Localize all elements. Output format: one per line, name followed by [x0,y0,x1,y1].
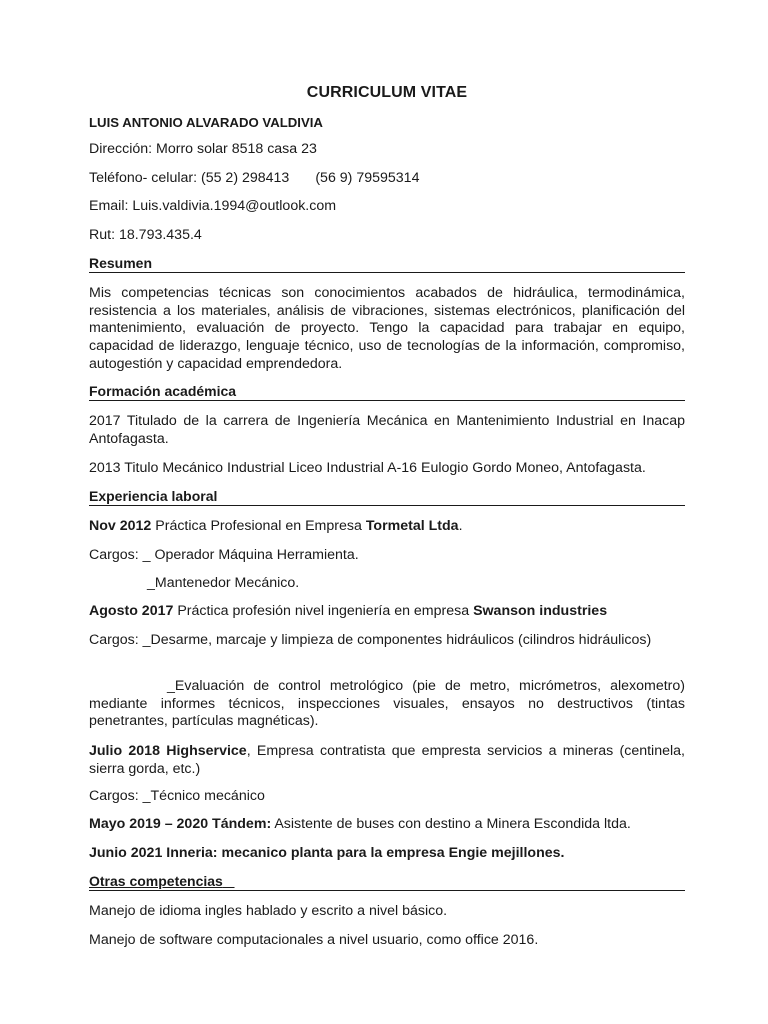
job-description: , Empresa contratista que empresta servicios a mineras (centinela, sierra gorda, etc.) [89,743,685,777]
rut-line: Rut: 18.793.435.4 [89,227,202,243]
job-date: Nov 2012 [89,518,152,534]
summary-paragraph: Mis competencias técnicas son conocimientos acabados de hidráulica, termodinámica, resistencia a los materiales, análisis de vibraciones, sistemas electrónicos, planificación del mantenimiento, evaluación de proyecto. Tengo la capacidad para trabajar en equipo, capacidad de liderazgo, lenguaje técnico, uso de tecnologías de la información, compromiso, autogestión y capacidad emprendedora. [89,285,685,372]
section-heading-education: Formación académica [89,383,685,401]
email-line: Email: Luis.valdivia.1994@outlook.com [89,198,337,214]
education-item: 2017 Titulado de la carrera de Ingeniería Mecánica en Mantenimiento Industrial en Inacap Antofagasta. [89,413,685,447]
other-skill-item: Manejo de idioma ingles hablado y escrito a nivel básico. [89,903,448,919]
job-cargos: Cargos: _ Operador Máquina Herramienta. [89,547,359,563]
job-description: Práctica profesión nivel ingeniería en empresa [173,603,474,619]
job-entry-swanson [89,603,607,619]
job-description: Práctica Profesional en Empresa [151,518,366,534]
job-cargos: Cargos: _Técnico mecánico [89,788,265,804]
job-entry-highservice [89,743,685,778]
job-entry-tandem [89,816,631,832]
job-entry-inneria: Junio 2021 Inneria: mecanico planta para la empresa Engie mejillones. [89,845,565,861]
job-entry-tormetal [89,518,463,534]
section-heading-summary: Resumen [89,255,685,273]
phone-line [89,170,419,186]
education-item: 2013 Titulo Mecánico Industrial Liceo Industrial A-16 Eulogio Gordo Moneo, Antofagasta. [89,460,646,476]
job-date: Mayo 2019 – 2020 Tándem: [89,816,272,832]
job-description: Asistente de buses con destino a Minera Escondida ltda. [271,816,631,832]
section-heading-experience: Experiencia laboral [89,488,685,506]
job-end: . [458,518,463,534]
candidate-name: LUIS ANTONIO ALVARADO VALDIVIA [89,115,323,130]
section-heading-other-label: Otras competencias [89,873,223,889]
job-cargos-continued: _Mantenedor Mecánico. [147,575,300,591]
phone-secondary: (56 9) 79595314 [315,170,420,186]
job-date: Julio 2018 Highservice [89,743,247,759]
phone-primary: Teléfono- celular: (55 2) 298413 [89,170,290,186]
job-company: Swanson industries [473,603,608,619]
other-skill-item: Manejo de software computacionales a nivel usuario, como office 2016. [89,932,539,948]
job-company: Tormetal Ltda [365,518,459,534]
document-title: CURRICULUM VITAE [306,84,468,101]
job-cargos-continued: _Evaluación de control metrológico (pie de metro, micrómetros, alexometro) mediante informes técnicos, inspecciones visuales, ensayos no destructivos (tintas penetrantes, partículas magnéticas). [89,678,685,730]
address-line: Dirección: Morro solar 8518 casa 23 [89,141,317,157]
job-date: Agosto 2017 [89,603,174,619]
job-cargos: Cargos: _Desarme, marcaje y limpieza de componentes hidráulicos (cilindros hidráulicos) [89,632,652,648]
section-heading-other [89,873,685,891]
